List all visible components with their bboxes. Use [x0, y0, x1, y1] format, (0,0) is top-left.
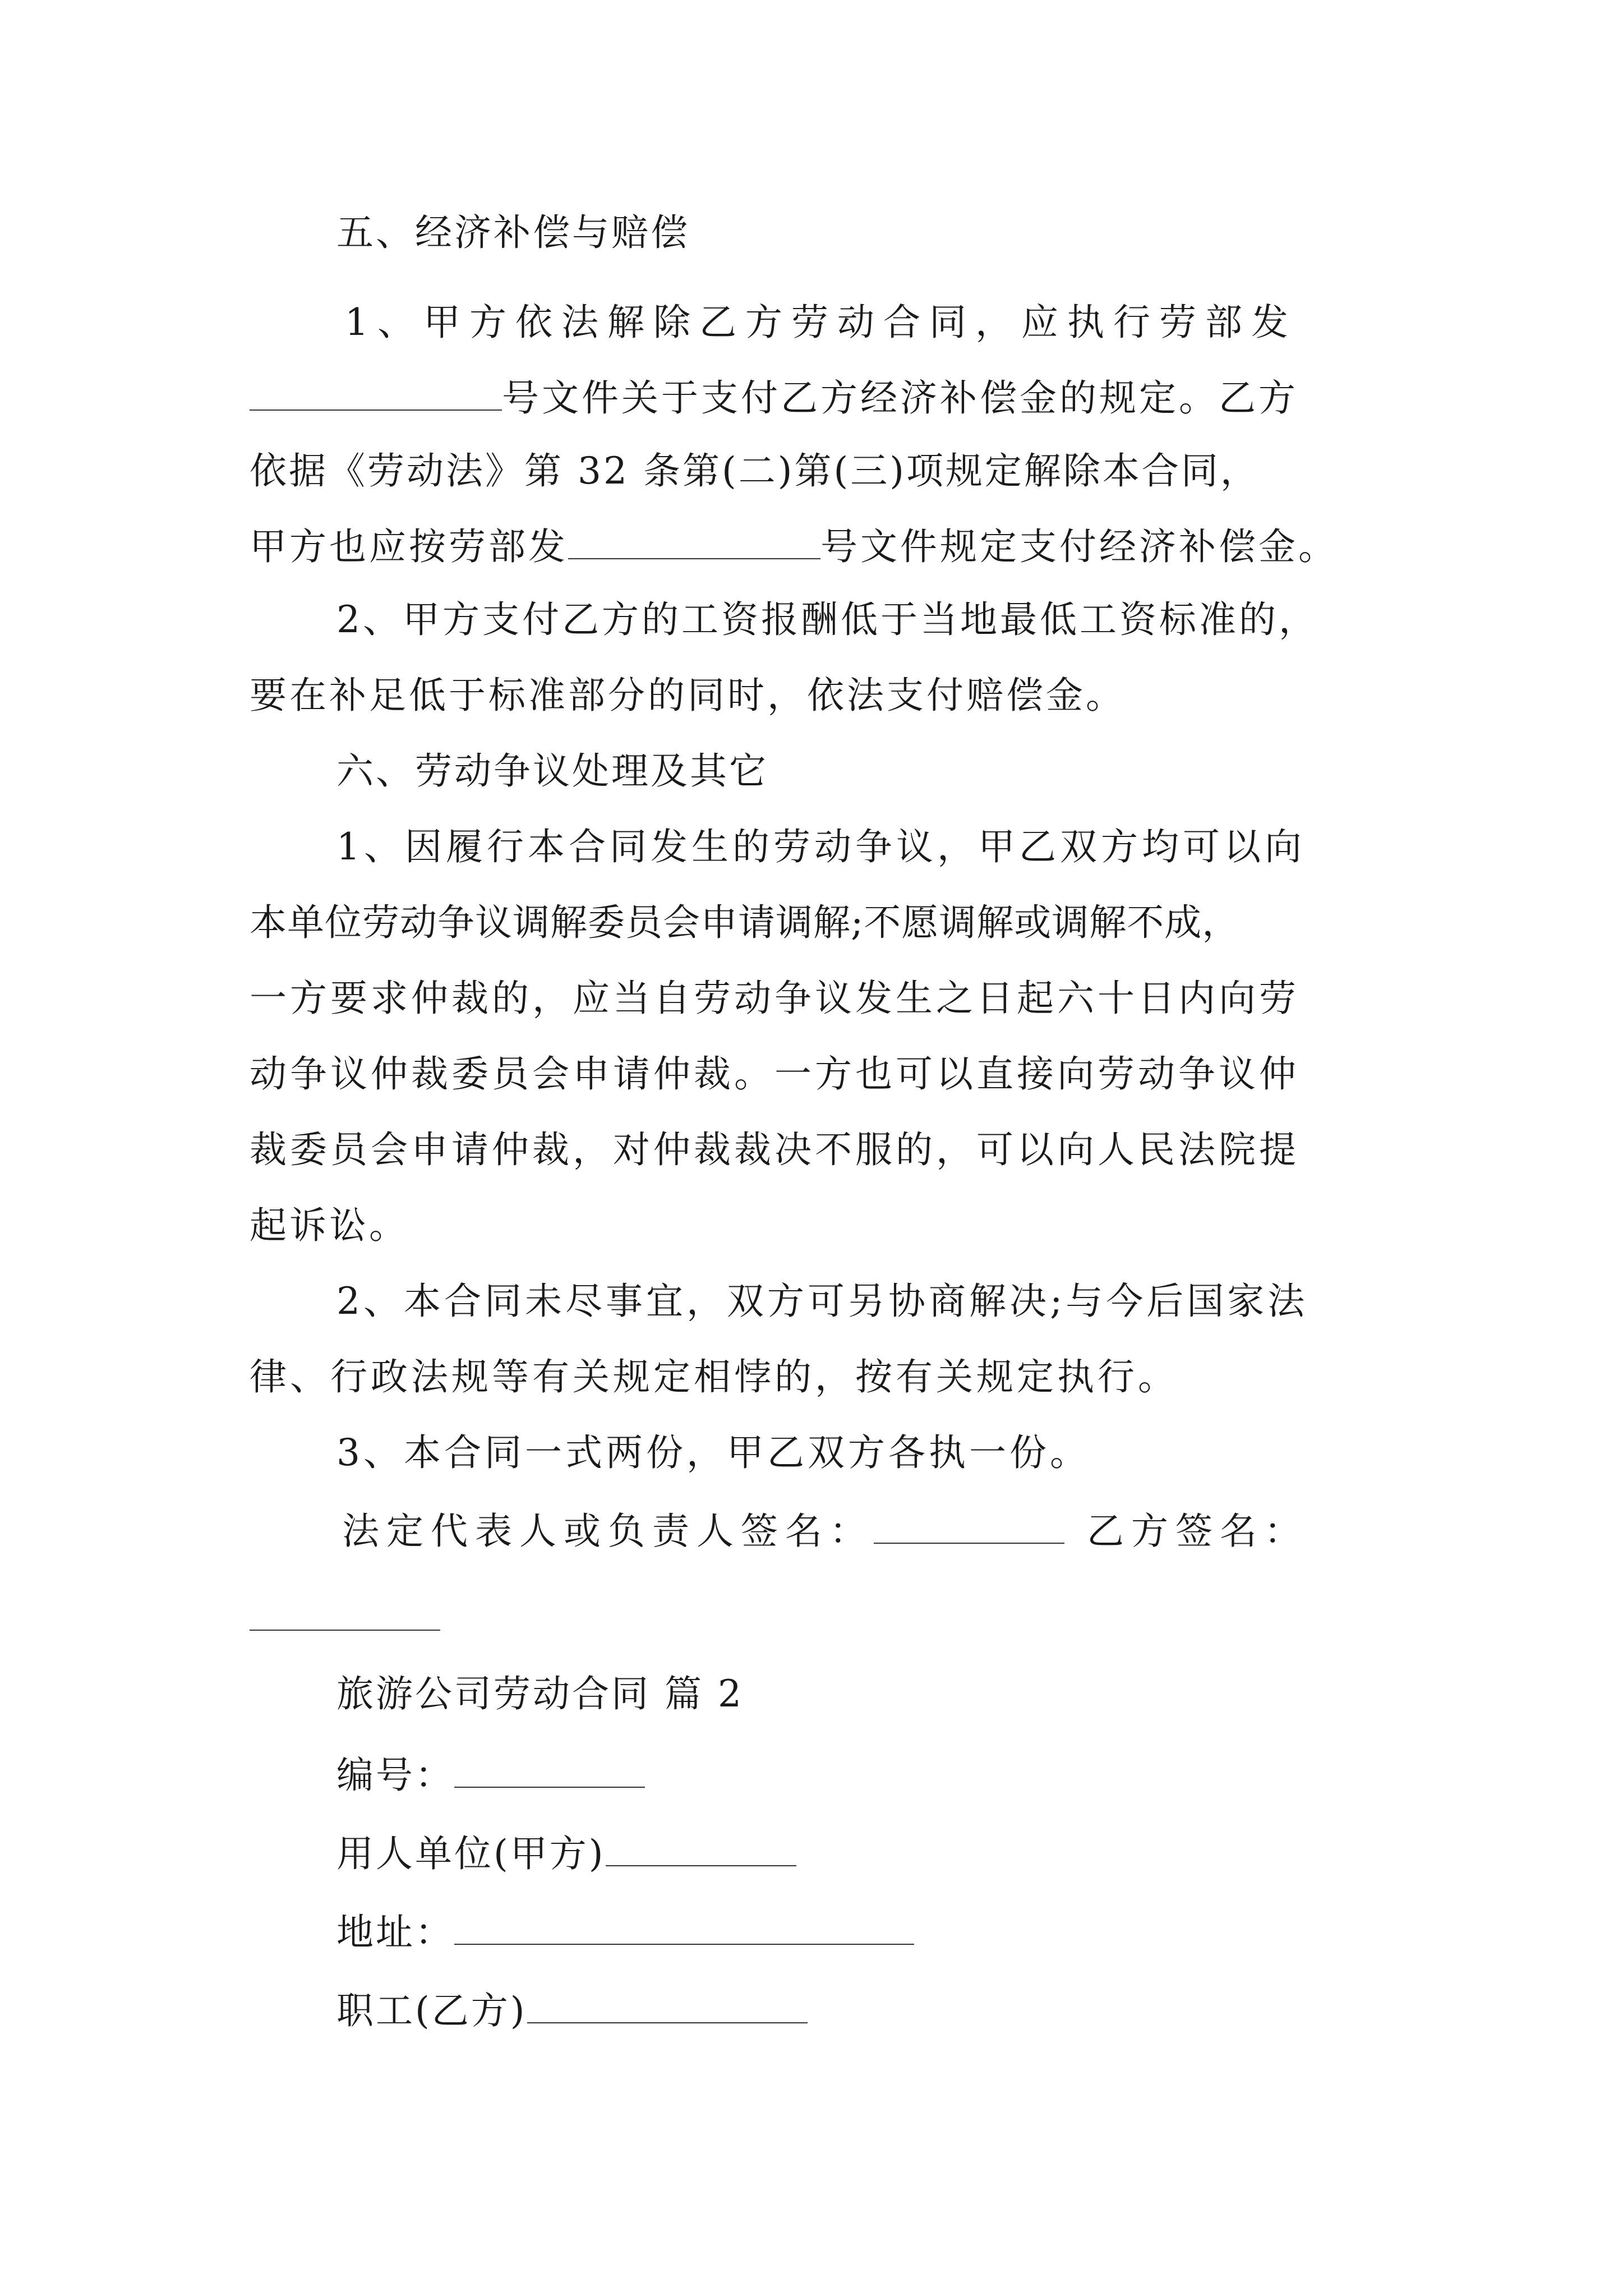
- s6-item2-line2: 律、行政法规等有关规定相悖的，按有关规定执行。: [250, 1355, 1178, 1398]
- s5-item1-line4-wrap: [250, 519, 1338, 572]
- s6-item1-line6: 起诉讼。: [250, 1204, 409, 1247]
- s5-item2-line2: 要在补足低于标准部分的同时，依法支付赔偿金。: [250, 674, 1126, 717]
- fill-blank-1[interactable]: [250, 370, 502, 411]
- s6-item1-line1: 1、因履行本合同发生的劳动争议，甲乙双方均可以向: [336, 825, 1306, 868]
- rep-signature-label: 法定代表人或负责人签名：: [342, 1510, 874, 1553]
- s5-item1-line2-wrap: [250, 370, 1298, 424]
- s6-item1-line2: 本单位劳动争议调解委员会申请调解;不愿调解或调解不成，: [250, 901, 1240, 944]
- s6-item2-line1: 2、本合同未尽事宜，双方可另协商解决;与今后国家法: [336, 1280, 1308, 1323]
- number-field[interactable]: [454, 1747, 645, 1788]
- s6-item1-line4: 动争议仲裁委员会申请仲裁。一方也可以直接向劳动争议仲: [250, 1052, 1299, 1096]
- s5-item1-line1: 1、甲方依法解除乙方劳动合同，应执行劳部发: [345, 301, 1297, 344]
- party-b-signature-label: 乙方签名：: [1087, 1510, 1308, 1553]
- fill-blank-2[interactable]: [568, 519, 820, 559]
- party-b-signature-field[interactable]: [250, 1630, 440, 1631]
- rep-signature-field[interactable]: [874, 1503, 1064, 1544]
- address-label: 地址：: [336, 1911, 454, 1954]
- s6-item1-line3: 一方要求仲裁的，应当自劳动争议发生之日起六十日内向劳: [250, 977, 1299, 1020]
- s6-item1-line5: 裁委员会申请仲裁，对仲裁裁决不服的，可以向人民法院提: [250, 1128, 1299, 1171]
- employer-label: 用人单位(甲方): [336, 1832, 606, 1875]
- section-6-heading: 六、劳动争议处理及其它: [336, 749, 768, 793]
- employee-label: 职工(乙方): [336, 1989, 527, 2032]
- employee-field[interactable]: [527, 1983, 808, 2023]
- section-5-heading: 五、经济补偿与赔偿: [336, 211, 690, 254]
- address-field[interactable]: [454, 1904, 914, 1945]
- signature-line: [342, 1503, 1308, 1557]
- employee-row: [336, 1983, 808, 2036]
- contract-2-title: 旅游公司劳动合同 篇 2: [336, 1672, 744, 1715]
- employer-row: [336, 1826, 796, 1879]
- s6-item3-line1: 3、本合同一式两份，甲乙双方各执一份。: [336, 1431, 1090, 1474]
- number-row: [336, 1747, 645, 1801]
- s5-item2-line1: 2、甲方支付乙方的工资报酬低于当地最低工资标准的，: [336, 598, 1318, 641]
- s5-item1-line4-prefix: 甲方也应按劳部发: [250, 525, 568, 568]
- number-label: 编号：: [336, 1754, 454, 1797]
- s5-item1-line4-suffix: 号文件规定支付经济补偿金。: [820, 525, 1338, 568]
- address-row: [336, 1904, 914, 1958]
- s5-item1-line2: 号文件关于支付乙方经济补偿金的规定。乙方: [502, 376, 1298, 420]
- employer-field[interactable]: [606, 1826, 796, 1866]
- s5-item1-line3: 依据《劳动法》第 32 条第(二)第(三)项规定解除本合同，: [250, 449, 1260, 493]
